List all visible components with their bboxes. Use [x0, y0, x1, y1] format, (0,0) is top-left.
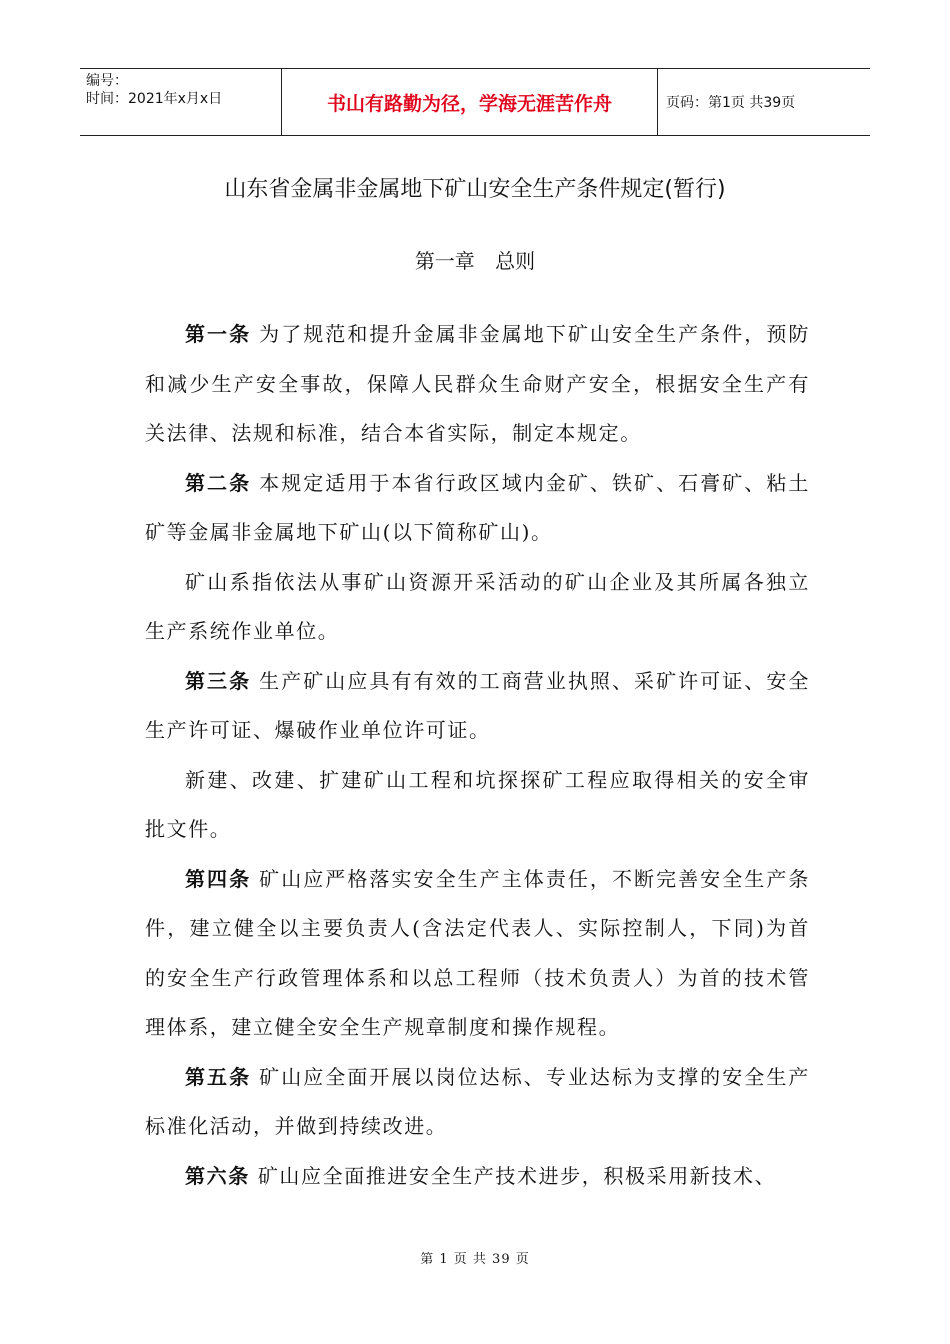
paragraph-text: 为了规范和提升金属非金属地下矿山安全生产条件，预防和减少生产安全事故，保障人民群众生命财产安全，根据安全生产有关法律、法规和标准，结合本省实际，制定本规定。 — [145, 322, 810, 445]
article-number: 第五条 — [185, 1064, 252, 1089]
article-number: 第一条 — [185, 322, 252, 346]
paragraph-text: 生产矿山应具有有效的工商营业执照、采矿许可证、安全生产许可证、爆破作业单位许可证。 — [145, 668, 810, 742]
paragraph-text: 矿山应严格落实安全生产主体责任，不断完善安全生产条件，建立健全以主要负责人(含法定代表人、实际控制人，下同)为首的安全生产行政管理体系和以总工程师（技术负责人）为首的技术管理体系，建立健全安全生产规章制度和操作规程。 — [145, 866, 810, 1039]
number-label: 编号： — [86, 73, 128, 89]
paragraph — [145, 1152, 810, 1202]
date-label: 时间：2021年x月x日 — [86, 91, 223, 107]
paragraph-text: 矿山系指依法从事矿山资源开采活动的矿山企业及其所属各独立生产系统作业单位。 — [145, 569, 810, 643]
page-footer: 第 1 页 共 39 页 — [420, 1252, 530, 1267]
paragraph — [145, 558, 810, 657]
paragraph-text: 矿山应全面推进安全生产技术进步，积极采用新技术、 — [257, 1163, 777, 1188]
document-body — [145, 310, 810, 1201]
header-page-label: 页码：第1页 共39页 — [666, 95, 796, 111]
article-number: 第三条 — [185, 668, 252, 693]
paragraph — [145, 855, 810, 1053]
header-meta — [80, 69, 282, 135]
header-table — [80, 68, 870, 136]
paragraph — [145, 1053, 810, 1152]
header-motto: 书山有路勤为径，学海无涯苦作舟 — [282, 69, 658, 135]
paragraph-text: 新建、改建、扩建矿山工程和坑探探矿工程应取得相关的安全审批文件。 — [145, 767, 810, 841]
document-title: 山东省金属非金属地下矿山安全生产条件规定(暂行) — [224, 177, 726, 202]
article-number: 第四条 — [185, 866, 252, 891]
paragraph — [145, 459, 810, 558]
paragraph — [145, 657, 810, 756]
paragraph-text: 本规定适用于本省行政区域内金矿、铁矿、石膏矿、粘土矿等金属非金属地下矿山(以下简称矿山)。 — [145, 470, 810, 544]
article-number: 第六条 — [185, 1163, 250, 1188]
paragraph-text: 矿山应全面开展以岗位达标、专业达标为支撑的安全生产标准化活动，并做到持续改进。 — [145, 1064, 810, 1138]
paragraph — [145, 756, 810, 855]
chapter-title: 第一章 总则 — [414, 249, 536, 273]
paragraph — [145, 310, 810, 459]
article-number: 第二条 — [185, 470, 252, 495]
